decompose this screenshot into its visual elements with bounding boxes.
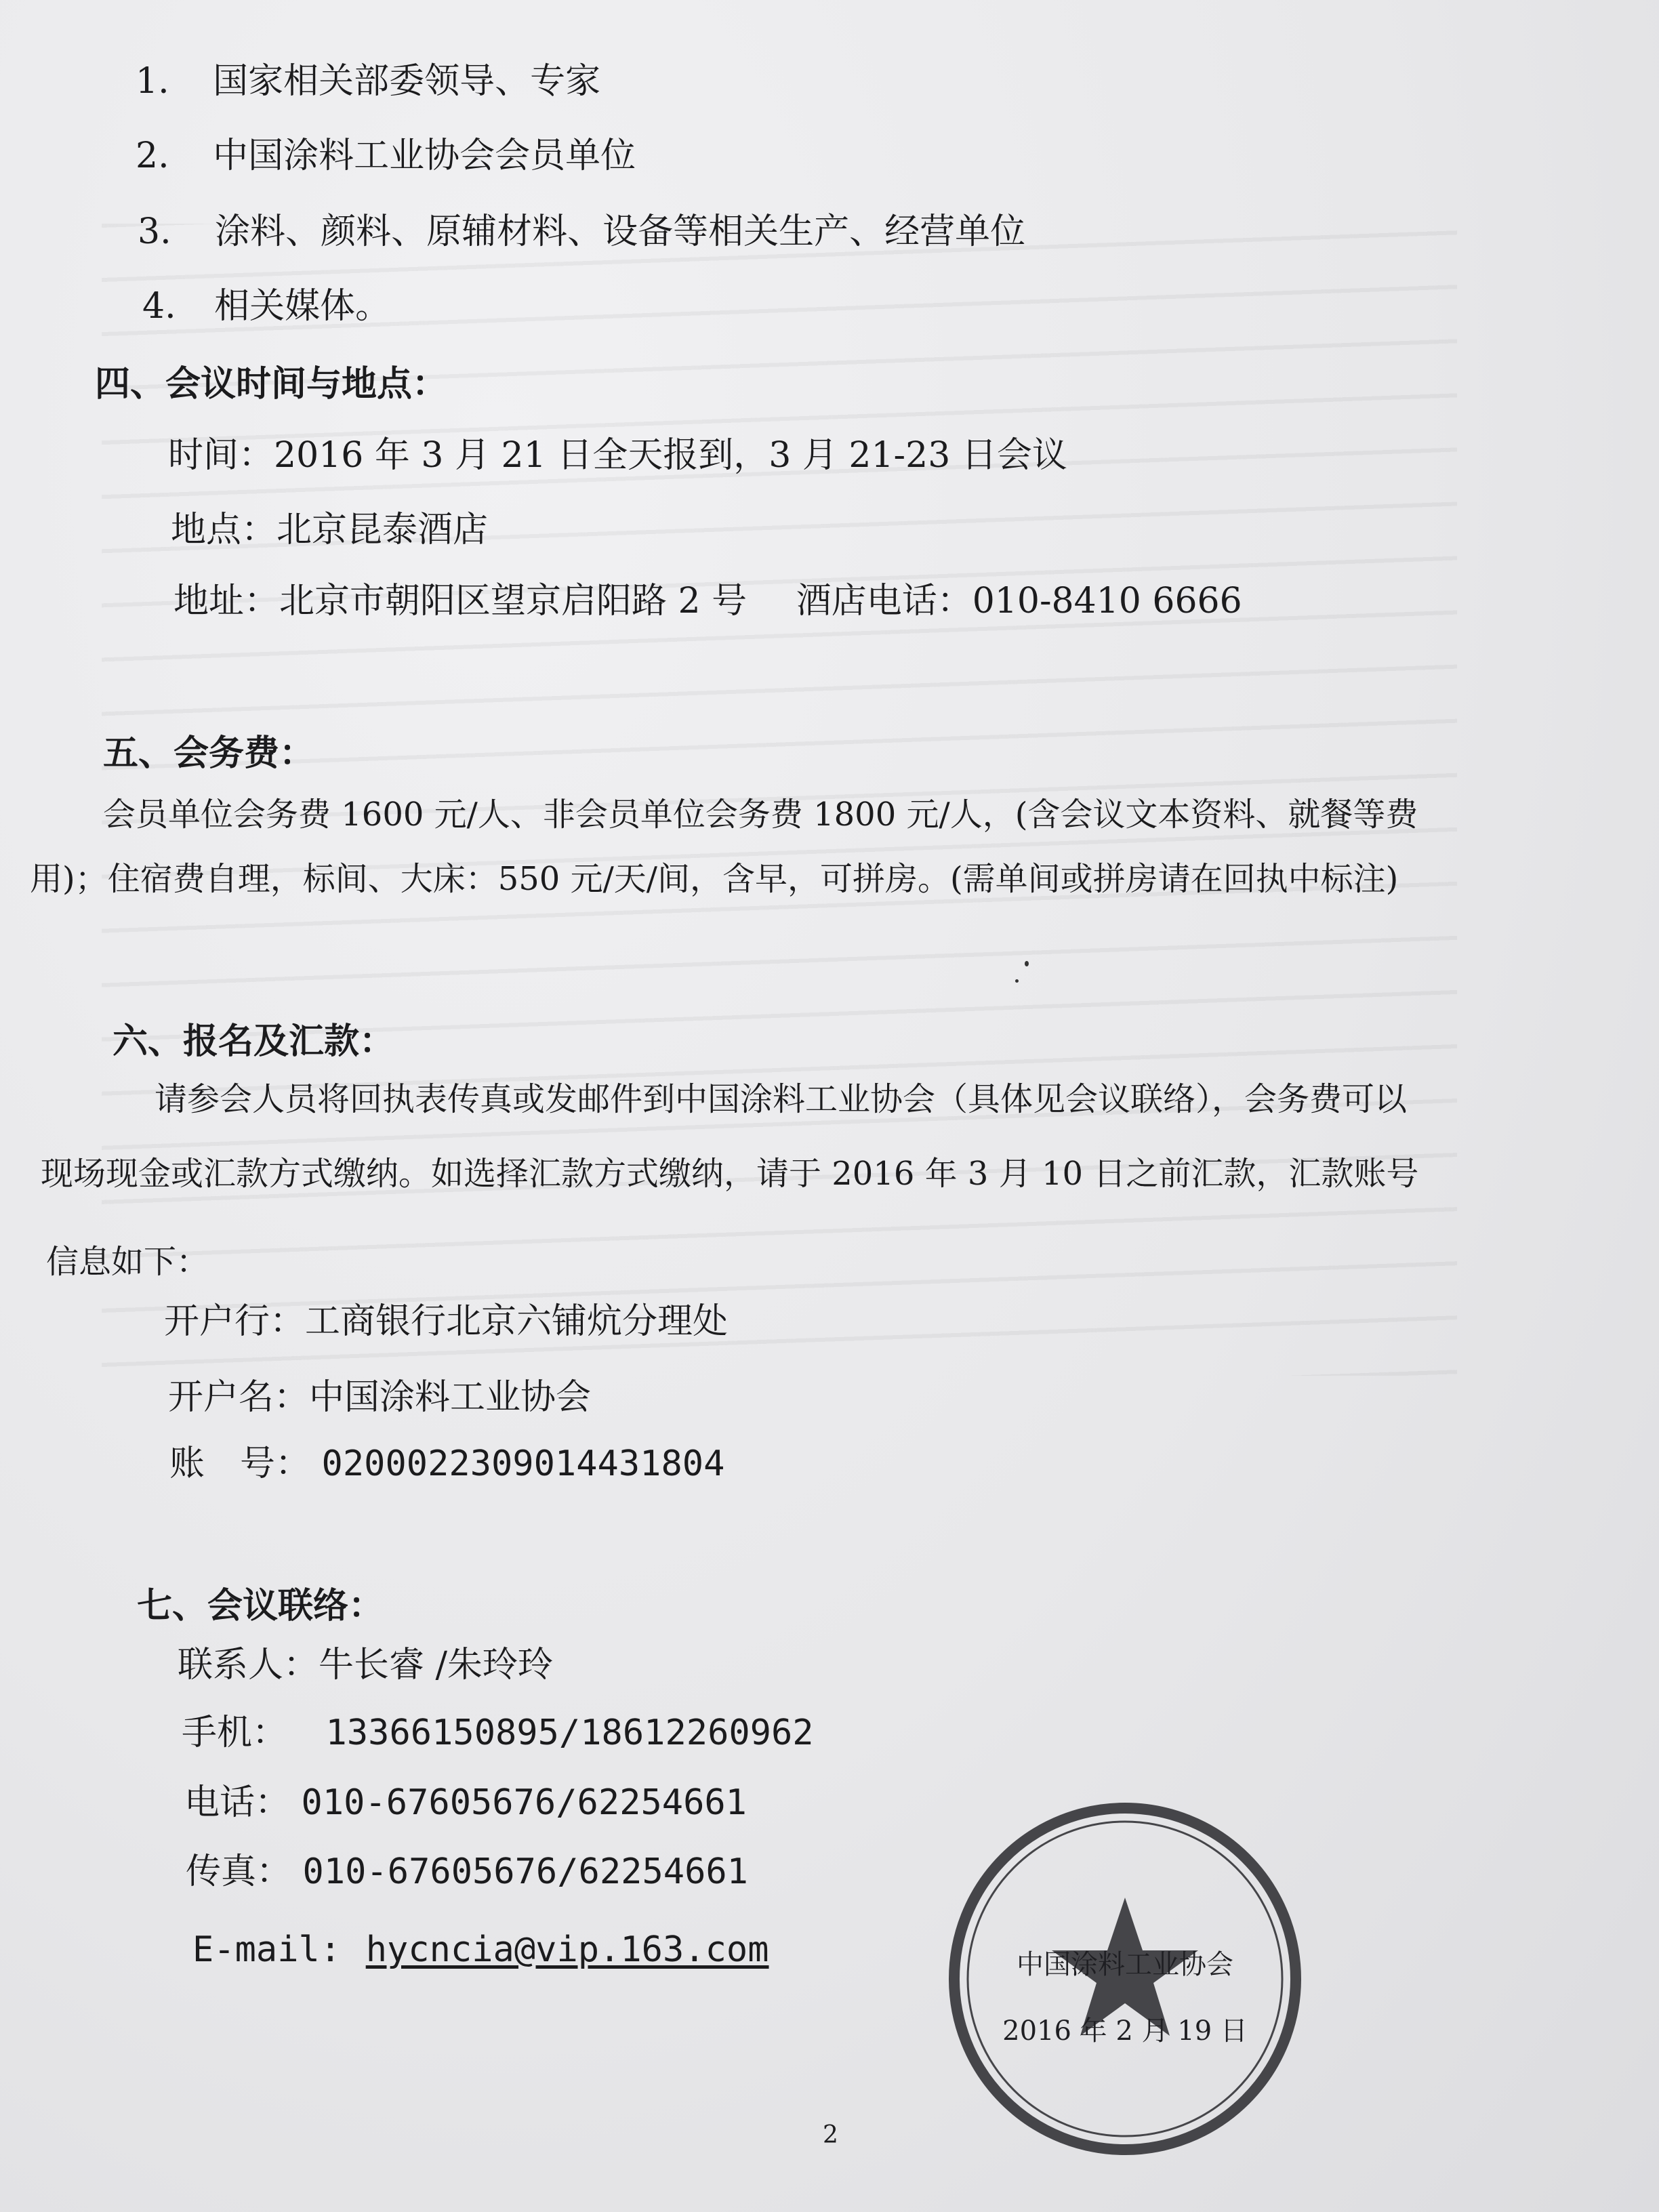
account-label: 账 号：: [169, 1443, 311, 1484]
attendee-num: 1.: [136, 61, 169, 102]
attendee-item-4: [142, 285, 390, 328]
attendee-text: 国家相关部委领导、专家: [213, 61, 601, 102]
account-number: 0200022309014431804: [321, 1443, 725, 1484]
mobile-line: [182, 1711, 814, 1755]
page-number: 2: [823, 2121, 838, 2149]
section-heading-5: 五、会务费：: [103, 733, 315, 774]
attendee-num: 2.: [136, 136, 169, 176]
fee-paragraph-line-2: 用)；住宿费自理，标间、大床：550 元/天/间，含早，可拼房。(需单间或拼房请在回执中标注): [30, 860, 1399, 898]
email-line: [192, 1928, 769, 1971]
tel-numbers: 010-67605676/62254661: [301, 1782, 747, 1823]
attendee-num: 3.: [138, 211, 171, 252]
account-number-line: [169, 1442, 724, 1486]
registration-line-1: 请参会人员将回执表传真或发邮件到中国涂料工业协会（具体见会议联络），会务费可以: [155, 1080, 1408, 1118]
meeting-place: 地点：北京昆泰酒店: [171, 510, 489, 550]
attendee-item-1: [136, 60, 600, 103]
bank-name: 开户行：工商银行北京六铺炕分理处: [164, 1301, 729, 1342]
attendee-text: 中国涂料工业协会会员单位: [213, 136, 636, 176]
official-seal: [942, 1796, 1308, 2162]
attendee-text: 涂料、颜料、原辅材料、设备等相关生产、经营单位: [215, 211, 1026, 252]
mobile-label: 手机：: [182, 1713, 288, 1753]
section-heading-7: 七、会议联络：: [137, 1586, 384, 1626]
speck: [1015, 979, 1019, 983]
seal-date: 2016 年 2 月 19 日: [1002, 2015, 1248, 2047]
tel-label: 电话：: [184, 1782, 291, 1823]
registration-line-3: 信息如下：: [46, 1243, 209, 1281]
contact-person: 联系人：牛长睿 /朱玲玲: [178, 1645, 554, 1685]
attendee-text: 相关媒体。: [214, 286, 391, 327]
email-link[interactable]: hycncia@vip.163.com: [365, 1929, 769, 1970]
attendee-item-3: [138, 210, 1025, 253]
attendee-item-2: [136, 134, 636, 178]
meeting-address-line: [173, 579, 1242, 623]
fax-line: [186, 1850, 748, 1893]
seal-name: 中国涂料工业协会: [1017, 1949, 1233, 1980]
section-heading-4: 四、会议时间与地点：: [95, 364, 448, 405]
hotel-phone: 酒店电话：010-8410 6666: [796, 581, 1242, 621]
attendee-num: 4.: [142, 286, 176, 327]
fax-label: 传真：: [186, 1851, 292, 1892]
email-label: E-mail:: [192, 1929, 342, 1970]
meeting-time: 时间：2016 年 3 月 21 日全天报到，3 月 21-23 日会议: [168, 435, 1067, 476]
section-heading-6: 六、报名及汇款：: [112, 1021, 395, 1062]
registration-line-2: 现场现金或汇款方式缴纳。如选择汇款方式缴纳，请于 2016 年 3 月 10 日之前汇款，汇款账号: [41, 1155, 1419, 1193]
tel-line: [184, 1781, 747, 1824]
fee-paragraph-line-1: 会员单位会务费 1600 元/人、非会员单位会务费 1800 元/人，(含会议文本资料、就餐等费: [103, 796, 1418, 834]
account-name: 开户名：中国涂料工业协会: [168, 1377, 592, 1418]
meeting-address: 地址：北京市朝阳区望京启阳路 2 号: [173, 581, 747, 621]
mobile-numbers: 13366150895/18612260962: [325, 1713, 814, 1753]
speck: [1025, 961, 1029, 966]
fax-numbers: 010-67605676/62254661: [302, 1851, 748, 1892]
